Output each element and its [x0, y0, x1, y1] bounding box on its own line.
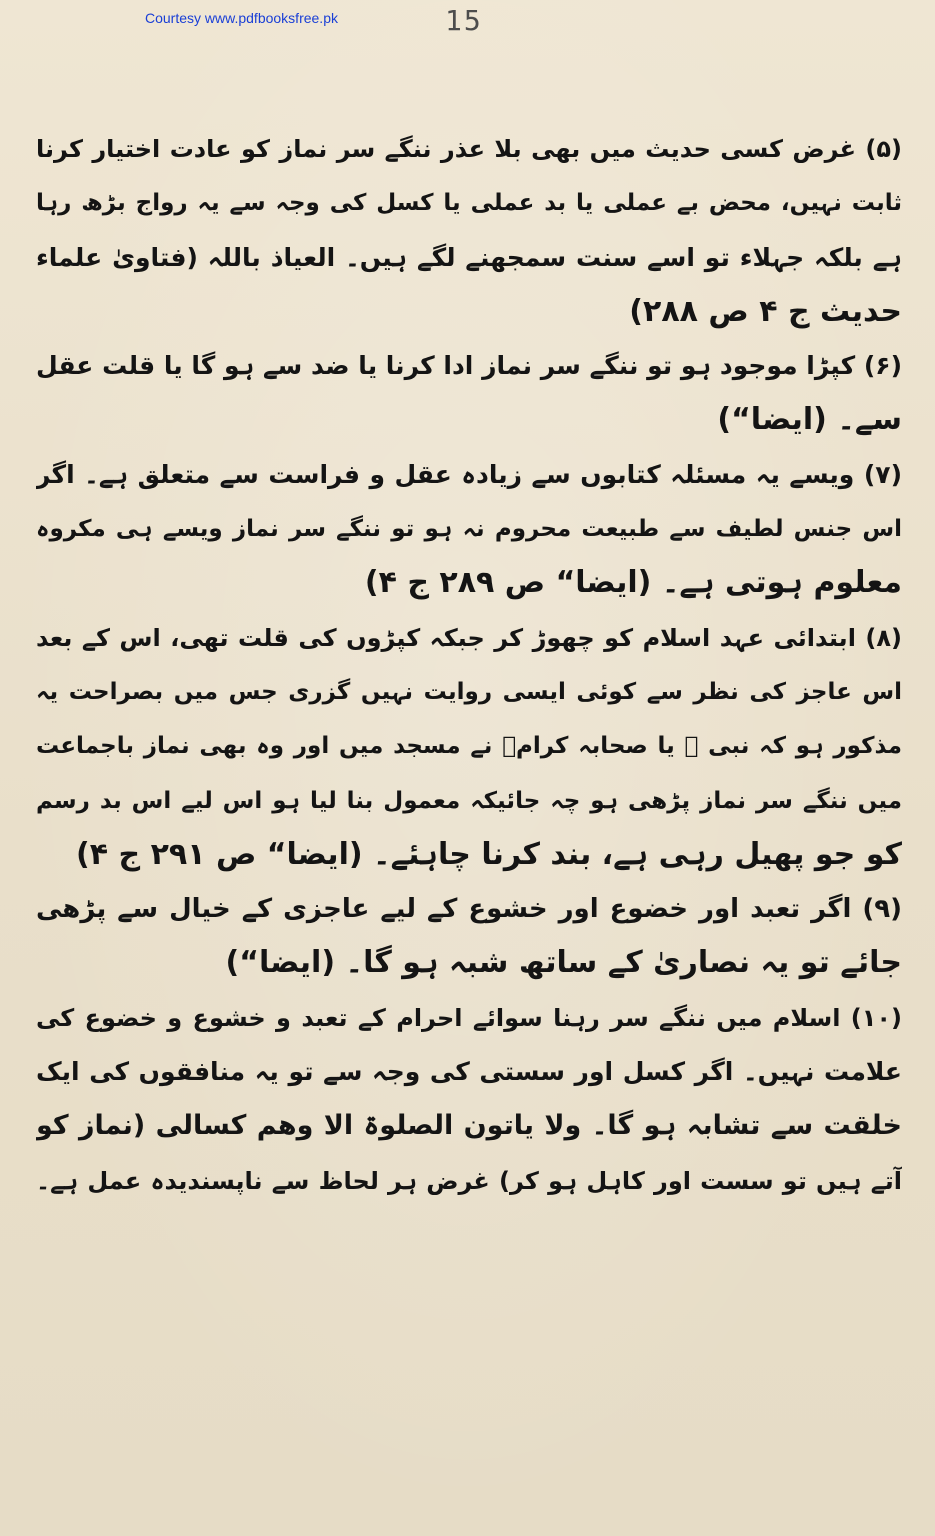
text-line: اس جنس لطیف سے طبیعت محروم نہ ہو تو ننگے سر نماز ویسے ہی مکروہ: [36, 516, 902, 543]
text-line: علامت نہیں۔ اگر کسل اور سستی کی وجہ سے تو یہ منافقوں کی ایک: [36, 1057, 902, 1087]
text-line: (۷) ویسے یہ مسئلہ کتابوں سے زیادہ عقل و فراست سے متعلق ہے۔ اگر: [36, 459, 902, 489]
text-line: (۵) غرض کسی حدیث میں بھی بلا عذر ننگے سر نماز کو عادت اختیار کرنا: [36, 135, 902, 163]
text-line: (۱۰) اسلام میں ننگے سر رہنا سوائے احرام کے تعبد و خشوع و خضوع کی: [36, 1003, 902, 1032]
text-line: میں ننگے سر نماز پڑھی ہو چہ جائیکہ معمول بنا لیا ہو اس لیے اس بد رسم: [36, 787, 902, 814]
urdu-text-body: [36, 122, 902, 1208]
text-line: معلوم ہوتی ہے۔ (ایضا“ ص ۲۸۹ ج ۴): [364, 565, 902, 601]
text-line: خلقت سے تشابہ ہو گا۔ ولا یاتون الصلوۃ الا وھم کسالی (نماز کو: [36, 1110, 902, 1142]
text-line: (۶) کپڑا موجود ہو تو ننگے سر نماز ادا کرنا یا ضد سے ہو گا یا قلت عقل: [36, 351, 902, 381]
text-line: جائے تو یہ نصاریٰ کے ساتھ شبہ ہو گا۔ (ایضا“): [225, 945, 902, 981]
text-line: مذکور ہو کہ نبی ﷺ یا صحابہ کرامؓ نے مسجد میں اور وہ بھی نماز باجماعت: [36, 733, 902, 760]
text-line: (۹) اگر تعبد اور خضوع اور خشوع کے لیے عاجزی کے خیال سے پڑھی: [36, 894, 902, 925]
text-line: کو جو پھیل رہی ہے، بند کرنا چاہئے۔ (ایضا“ ص ۲۹۱ ج ۴): [76, 836, 902, 872]
text-line: (۸) ابتدائی عہد اسلام کو چھوڑ کر جبکہ کپڑوں کی قلت تھی، اس کے بعد: [36, 623, 902, 652]
text-line: سے۔ (ایضا“): [717, 402, 902, 438]
text-line: ہے بلکہ جہلاء تو اسے سنت سمجھنے لگے ہیں۔ العیاذ باللہ (فتاویٰ علماء: [36, 242, 902, 272]
courtesy-watermark: Courtesy www.pdfbooksfree.pk: [145, 10, 338, 26]
text-line: اس عاجز کی نظر سے کوئی ایسی روایت نہیں گزری جس میں بصراحت یہ: [36, 678, 902, 705]
text-line: ثابت نہیں، محض بے عملی یا بد عملی یا کسل کی وجہ سے یہ رواج بڑھ رہا: [36, 190, 902, 217]
page-number: 15: [445, 4, 483, 37]
text-line: حدیث ج ۴ ص ۲۸۸): [629, 293, 902, 329]
text-line: آتے ہیں تو سست اور کاہل ہو کر) غرض ہر لحاظ سے ناپسندیدہ عمل ہے۔: [36, 1166, 902, 1195]
